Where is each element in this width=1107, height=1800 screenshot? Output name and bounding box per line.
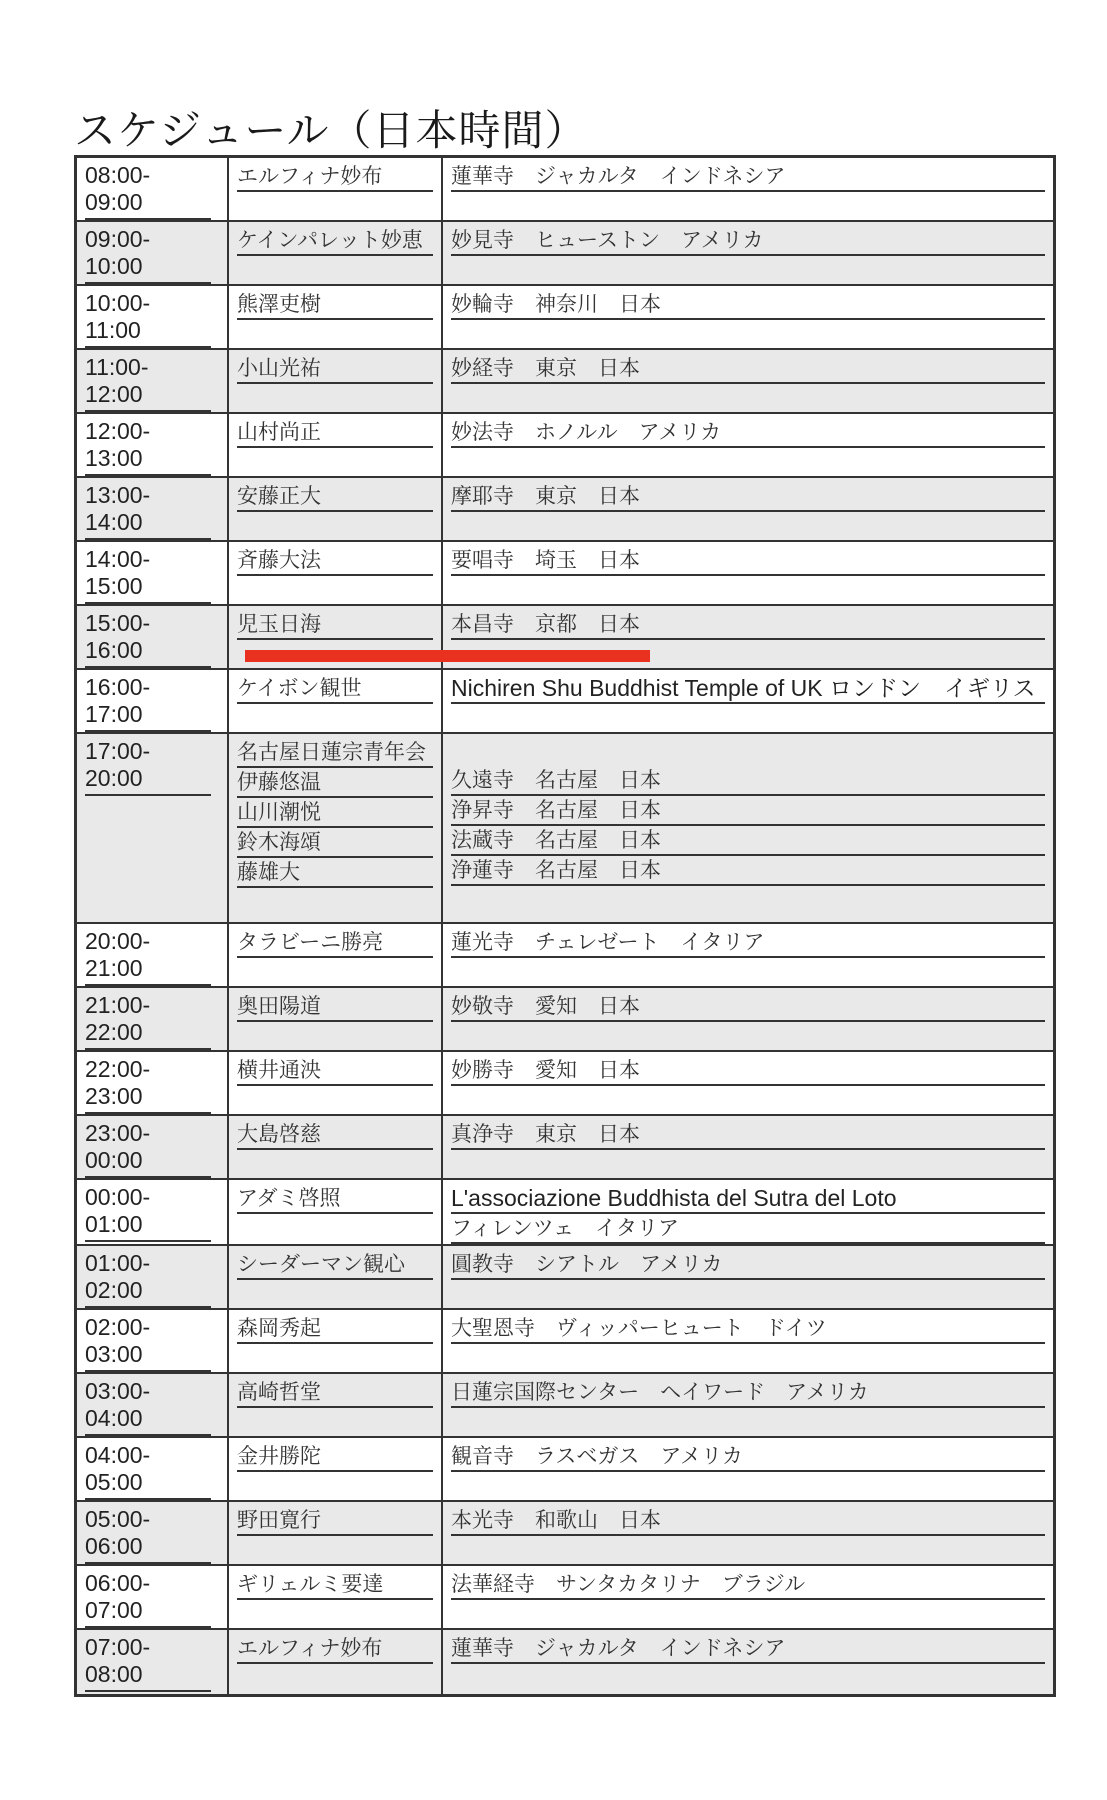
- person-name: 奥田陽道: [237, 992, 433, 1022]
- time-start: 04:00-: [85, 1442, 151, 1468]
- temple-location: L'associazione Buddhista del Sutra del Loto: [451, 1184, 1045, 1214]
- time-start: 08:00-: [85, 162, 151, 188]
- table-row: [77, 1502, 1053, 1566]
- table-row: [77, 924, 1053, 988]
- temple-cell: [441, 1374, 1053, 1436]
- person-cell: [227, 286, 441, 348]
- person-name: 小山光祐: [237, 354, 433, 384]
- person-name: 横井通泱: [237, 1056, 433, 1086]
- person-name: エルフィナ妙布: [237, 162, 433, 192]
- time-slot: [77, 542, 227, 604]
- temple-cell: [441, 1566, 1053, 1628]
- person-cell: [227, 1438, 441, 1500]
- table-row: [77, 1246, 1053, 1310]
- time-end: 22:00: [85, 1019, 143, 1045]
- time-start: 02:00-: [85, 1314, 151, 1340]
- table-row: [77, 1116, 1053, 1180]
- table-row: [77, 988, 1053, 1052]
- person-name: 熊澤吏樹: [237, 290, 433, 320]
- time-slot: [77, 1374, 227, 1436]
- temple-cell: [441, 478, 1053, 540]
- time-start: 01:00-: [85, 1250, 151, 1276]
- highlight-underline: [245, 650, 650, 662]
- person-name: ケイボン観世: [237, 674, 433, 704]
- person-cell: [227, 1246, 441, 1308]
- time-start: 05:00-: [85, 1506, 151, 1532]
- time-end: 23:00: [85, 1083, 143, 1109]
- temple-cell: [441, 1310, 1053, 1372]
- time-slot: [77, 414, 227, 476]
- person-cell: [227, 1052, 441, 1114]
- time-slot: [77, 670, 227, 732]
- table-row: [77, 1630, 1053, 1694]
- person-cell: [227, 1502, 441, 1564]
- temple-location: 妙法寺 ホノルル アメリカ: [451, 418, 1045, 448]
- time-slot: [77, 1246, 227, 1308]
- person-cell: [227, 542, 441, 604]
- time-slot: [77, 286, 227, 348]
- person-name: 安藤正大: [237, 482, 433, 512]
- person-cell: [227, 350, 441, 412]
- time-slot: [77, 924, 227, 986]
- time-slot: [77, 478, 227, 540]
- time-end: 15:00: [85, 573, 143, 599]
- time-end: 04:00: [85, 1405, 143, 1431]
- table-row: [77, 1180, 1053, 1246]
- temple-cell: [441, 1502, 1053, 1564]
- time-slot: [77, 222, 227, 284]
- time-start: 15:00-: [85, 610, 151, 636]
- time-end: 05:00: [85, 1469, 143, 1495]
- temple-location: 浄昇寺 名古屋 日本: [451, 796, 1045, 826]
- time-end: 06:00: [85, 1533, 143, 1559]
- temple-location: 蓮華寺 ジャカルタ インドネシア: [451, 1634, 1045, 1664]
- temple-cell: [441, 988, 1053, 1050]
- person-cell: [227, 670, 441, 732]
- time-slot: [77, 158, 227, 220]
- table-row: [77, 158, 1053, 222]
- temple-cell: [441, 1438, 1053, 1500]
- time-slot: [77, 988, 227, 1050]
- time-start: 11:00-: [85, 354, 149, 380]
- time-slot: [77, 1630, 227, 1694]
- person-name: シーダーマン観心: [237, 1250, 433, 1280]
- time-start: 22:00-: [85, 1056, 151, 1082]
- person-name: タラビーニ勝亮: [237, 928, 433, 958]
- time-slot: [77, 1566, 227, 1628]
- table-row: [77, 734, 1053, 924]
- time-end: 03:00: [85, 1341, 143, 1367]
- time-end: 12:00: [85, 381, 143, 407]
- temple-location: 浄蓮寺 名古屋 日本: [451, 856, 1045, 886]
- page-title: スケジュール（日本時間）: [74, 106, 588, 155]
- time-slot: [77, 734, 227, 922]
- person-cell: [227, 222, 441, 284]
- temple-location: 蓮光寺 チェレゼート イタリア: [451, 928, 1045, 958]
- temple-location: Nichiren Shu Buddhist Temple of UK ロンドン イギリス: [451, 674, 1045, 704]
- temple-cell: [441, 1630, 1053, 1694]
- time-start: 06:00-: [85, 1570, 151, 1596]
- time-end: 17:00: [85, 701, 143, 727]
- person-name: 山村尚正: [237, 418, 433, 448]
- person-cell: [227, 734, 441, 922]
- time-start: 13:00-: [85, 482, 151, 508]
- time-end: 00:00: [85, 1147, 143, 1173]
- temple-location: 圓教寺 シアトル アメリカ: [451, 1250, 1045, 1280]
- time-start: 16:00-: [85, 674, 151, 700]
- table-row: [77, 1566, 1053, 1630]
- temple-cell: [441, 350, 1053, 412]
- schedule-table: [74, 155, 1056, 1697]
- person-name: 大島啓慈: [237, 1120, 433, 1150]
- time-start: 12:00-: [85, 418, 151, 444]
- temple-location: 久遠寺 名古屋 日本: [451, 766, 1045, 796]
- time-start: 07:00-: [85, 1634, 151, 1660]
- person-name: 鈴木海頌: [237, 828, 433, 858]
- temple-location: 日蓮宗国際センター ヘイワード アメリカ: [451, 1378, 1045, 1408]
- person-cell: [227, 1180, 441, 1244]
- time-slot: [77, 1116, 227, 1178]
- temple-location: 妙敬寺 愛知 日本: [451, 992, 1045, 1022]
- time-start: 09:00-: [85, 226, 151, 252]
- table-row: [77, 1438, 1053, 1502]
- table-row: [77, 350, 1053, 414]
- temple-cell: [441, 542, 1053, 604]
- table-row: [77, 414, 1053, 478]
- time-end: 10:00: [85, 253, 143, 279]
- time-start: 14:00-: [85, 546, 151, 572]
- temple-cell: [441, 1116, 1053, 1178]
- person-cell: [227, 1374, 441, 1436]
- person-name: ケインパレット妙恵: [237, 226, 433, 256]
- temple-location: 妙経寺 東京 日本: [451, 354, 1045, 384]
- time-end: 01:00: [85, 1211, 143, 1237]
- person-cell: [227, 924, 441, 986]
- temple-location: 真浄寺 東京 日本: [451, 1120, 1045, 1150]
- person-cell: [227, 1310, 441, 1372]
- time-start: 00:00-: [85, 1184, 151, 1210]
- person-cell: [227, 158, 441, 220]
- person-name: 伊藤悠温: [237, 768, 433, 798]
- table-row: [77, 222, 1053, 286]
- person-name: 金井勝陀: [237, 1442, 433, 1472]
- temple-cell: [441, 1180, 1053, 1244]
- time-end: 21:00: [85, 955, 143, 981]
- temple-location: フィレンツェ イタリア: [451, 1214, 1045, 1244]
- time-slot: [77, 606, 227, 668]
- temple-location: 法蔵寺 名古屋 日本: [451, 826, 1045, 856]
- temple-cell: [441, 286, 1053, 348]
- time-end: 14:00: [85, 509, 143, 535]
- time-end: 16:00: [85, 637, 143, 663]
- time-end: 08:00: [85, 1661, 143, 1687]
- time-end: 07:00: [85, 1597, 143, 1623]
- time-start: 10:00-: [85, 290, 151, 316]
- temple-location: 本昌寺 京都 日本: [451, 610, 1045, 640]
- temple-location: 妙勝寺 愛知 日本: [451, 1056, 1045, 1086]
- temple-cell: [441, 1052, 1053, 1114]
- table-row: [77, 1374, 1053, 1438]
- temple-location: 観音寺 ラスベガス アメリカ: [451, 1442, 1045, 1472]
- person-name: 野田寛行: [237, 1506, 433, 1536]
- table-row: [77, 1310, 1053, 1374]
- temple-cell: [441, 222, 1053, 284]
- table-row: [77, 1052, 1053, 1116]
- table-row: [77, 478, 1053, 542]
- temple-location: 要唱寺 埼玉 日本: [451, 546, 1045, 576]
- time-end: 09:00: [85, 189, 143, 215]
- time-start: 23:00-: [85, 1120, 151, 1146]
- person-name: 藤雄大: [237, 858, 433, 888]
- time-slot: [77, 1502, 227, 1564]
- time-slot: [77, 350, 227, 412]
- person-name: ギリェルミ要達: [237, 1570, 433, 1600]
- person-cell: [227, 1116, 441, 1178]
- person-name: 斉藤大法: [237, 546, 433, 576]
- person-cell: [227, 1566, 441, 1628]
- temple-cell: [441, 734, 1053, 922]
- temple-location: 法華経寺 サンタカタリナ ブラジル: [451, 1570, 1045, 1600]
- time-end: 11:00: [85, 317, 141, 343]
- person-name: 森岡秀起: [237, 1314, 433, 1344]
- person-name: 山川潮悦: [237, 798, 433, 828]
- temple-location: 妙見寺 ヒューストン アメリカ: [451, 226, 1045, 256]
- temple-location: 摩耶寺 東京 日本: [451, 482, 1045, 512]
- person-name: 高崎哲堂: [237, 1378, 433, 1408]
- time-start: 03:00-: [85, 1378, 151, 1404]
- temple-cell: [441, 670, 1053, 732]
- person-name: 児玉日海: [237, 610, 433, 640]
- temple-location: 大聖恩寺 ヴィッパーヒュート ドイツ: [451, 1314, 1045, 1344]
- time-slot: [77, 1180, 227, 1244]
- temple-cell: [441, 158, 1053, 220]
- person-cell: [227, 478, 441, 540]
- time-end: 20:00: [85, 765, 143, 791]
- table-row: [77, 542, 1053, 606]
- person-cell: [227, 1630, 441, 1694]
- time-slot: [77, 1052, 227, 1114]
- person-cell: [227, 414, 441, 476]
- temple-cell: [441, 414, 1053, 476]
- person-name: エルフィナ妙布: [237, 1634, 433, 1664]
- person-name: 名古屋日蓮宗青年会: [237, 738, 433, 768]
- time-end: 13:00: [85, 445, 143, 471]
- time-start: 17:00-: [85, 738, 151, 764]
- time-slot: [77, 1310, 227, 1372]
- temple-cell: [441, 1246, 1053, 1308]
- time-start: 20:00-: [85, 928, 151, 954]
- table-row: [77, 286, 1053, 350]
- person-name: アダミ啓照: [237, 1184, 433, 1214]
- temple-cell: [441, 924, 1053, 986]
- time-slot: [77, 1438, 227, 1500]
- person-cell: [227, 988, 441, 1050]
- time-end: 02:00: [85, 1277, 143, 1303]
- table-row: [77, 670, 1053, 734]
- temple-location: 妙輪寺 神奈川 日本: [451, 290, 1045, 320]
- temple-location: 蓮華寺 ジャカルタ インドネシア: [451, 162, 1045, 192]
- time-start: 21:00-: [85, 992, 151, 1018]
- temple-location: 本光寺 和歌山 日本: [451, 1506, 1045, 1536]
